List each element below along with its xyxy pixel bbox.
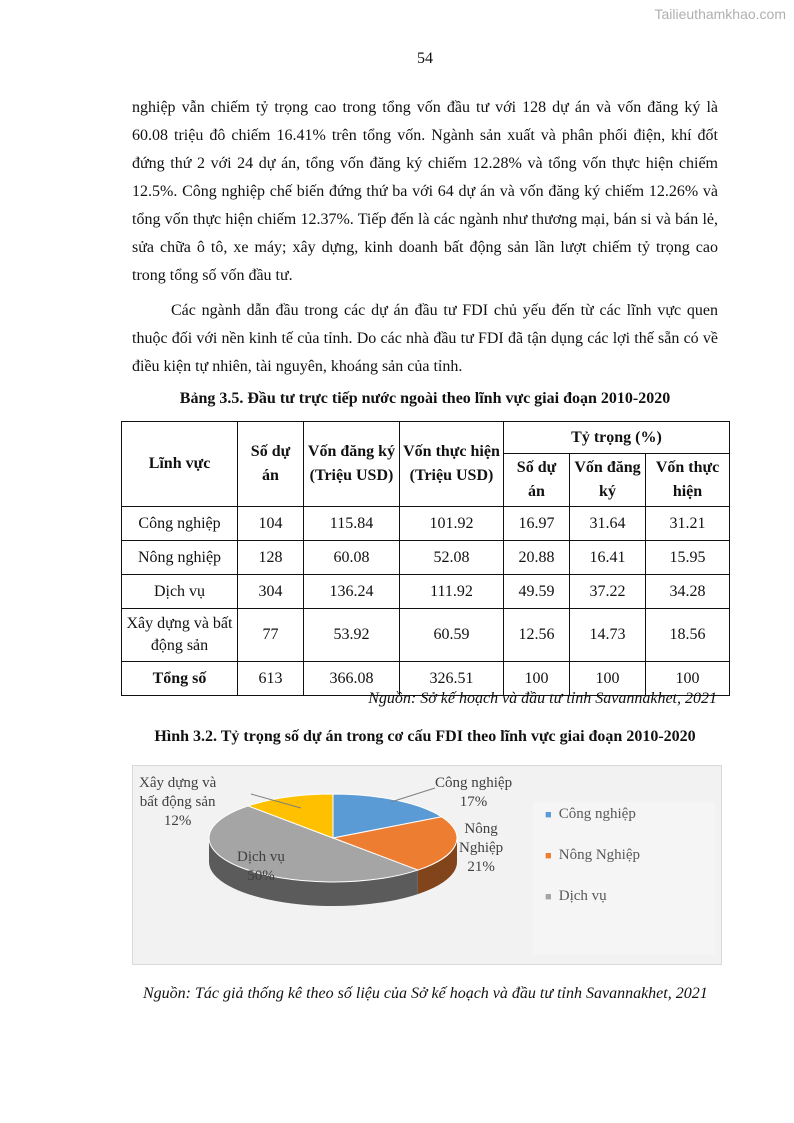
watermark: Tailieuthamkhao.com — [654, 6, 786, 22]
legend-item-cong-nghiep — [545, 806, 636, 823]
cell-sector: Xây dựng và bất động sản — [122, 609, 238, 662]
cell-implemented: 52.08 — [400, 541, 504, 575]
cell-sector: Công nghiệp — [122, 507, 238, 541]
cell-total-projects: 613 — [238, 662, 304, 696]
legend-label: Nông Nghiệp — [558, 847, 640, 863]
data-label-name: Nông — [464, 821, 498, 837]
cell-implemented: 111.92 — [400, 575, 504, 609]
cell-registered: 60.08 — [304, 541, 400, 575]
cell-implemented: 101.92 — [400, 507, 504, 541]
legend-item-dich-vu — [545, 888, 607, 905]
legend-marker-icon: ■ — [545, 849, 552, 862]
cell-share-projects: 20.88 — [504, 541, 570, 575]
pie-chart — [132, 765, 722, 965]
fdi-table — [121, 421, 730, 696]
cell-registered: 136.24 — [304, 575, 400, 609]
data-label-xay-dung — [139, 774, 216, 831]
paragraph-2 — [132, 297, 718, 381]
cell-projects: 128 — [238, 541, 304, 575]
header-projects: Số dự án — [238, 422, 304, 507]
cell-share-implemented: 31.21 — [646, 507, 730, 541]
paragraph-1-text: nghiệp vẫn chiếm tỷ trọng cao trong tổng vốn đầu tư với 128 dự án và vốn đăng ký là 60.08 triệu đô chiếm 16.41% trên tổng vốn. Ngành sản xuất và phân phối điện, khí đốt đứng thứ 2 với 24 dự án, tổng vốn đăng ký chiếm 12.28% và tổng vốn thực hiện chiếm 12.5%. Công nghiệp chế biến đứng thứ ba với 64 dự án và vốn đăng ký chiếm 12.26% và tổng vốn thực hiện chiếm 12.37%. Tiếp đến là các ngành như thương mại, bán si và bán lẻ, sửa chữa ô tô, xe máy; xây dựng, kinh doanh bất động sản lần lượt chiếm tỷ trọng cao trong tổng số vốn đầu tư. — [132, 99, 718, 284]
data-label-name: Xây dựng và — [139, 775, 217, 791]
cell-registered: 53.92 — [304, 609, 400, 662]
legend-marker-icon: ■ — [545, 808, 552, 821]
data-label-dich-vu — [237, 848, 285, 886]
header-sector: Lĩnh vực — [122, 422, 238, 507]
cell-total-share-projects: 100 — [504, 662, 570, 696]
cell-share-registered: 31.64 — [570, 507, 646, 541]
table-row — [122, 609, 730, 662]
data-label-nong-nghiep — [459, 820, 503, 877]
cell-total-registered: 366.08 — [304, 662, 400, 696]
header-registered: Vốn đăng ký (Triệu USD) — [304, 422, 400, 507]
cell-share-implemented: 34.28 — [646, 575, 730, 609]
cell-projects: 104 — [238, 507, 304, 541]
data-label-pct: 12% — [163, 813, 192, 829]
table-row — [122, 541, 730, 575]
table-row — [122, 507, 730, 541]
data-label-pct: 50% — [247, 868, 275, 884]
header-implemented: Vốn thực hiện (Triệu USD) — [400, 422, 504, 507]
cell-share-projects: 49.59 — [504, 575, 570, 609]
figure-caption: Hình 3.2. Tỷ trọng số dự án trong cơ cấu FDI theo lĩnh vực giai đoạn 2010-2020 — [154, 728, 696, 745]
figure-source: Nguồn: Tác giả thống kê theo số liệu của Sở kế hoạch và đầu tư tỉnh Savannakhet, 2021 — [143, 985, 708, 1002]
paragraph-1 — [132, 94, 718, 290]
data-label-name: Công nghiệp — [435, 775, 513, 791]
cell-share-registered: 14.73 — [570, 609, 646, 662]
legend-item-nong-nghiep — [545, 847, 640, 864]
header-share-group: Tỷ trọng (%) — [504, 422, 730, 454]
cell-share-implemented: 15.95 — [646, 541, 730, 575]
paragraph-2-text: Các ngành dẫn đầu trong các dự án đầu tư FDI chủ yếu đến từ các lĩnh vực quen thuộc đối với nền kinh tế của tỉnh. Do các nhà đầu tư FDI đã tận dụng các lợi thế sẵn có về điều kiện tự nhiên, tài nguyên, khoáng sản của tỉnh. — [132, 302, 718, 375]
chart-legend — [533, 802, 715, 954]
data-label-pct: 17% — [459, 794, 488, 810]
cell-total-share-registered: 100 — [570, 662, 646, 696]
cell-sector: Dịch vụ — [122, 575, 238, 609]
cell-implemented: 60.59 — [400, 609, 504, 662]
cell-registered: 115.84 — [304, 507, 400, 541]
cell-share-implemented: 18.56 — [646, 609, 730, 662]
legend-label: Công nghiệp — [558, 806, 636, 822]
cell-share-registered: 37.22 — [570, 575, 646, 609]
data-label-name: bất động sản — [139, 794, 216, 810]
header-share-registered: Vốn đăng ký — [570, 454, 646, 507]
page-number: 54 — [417, 50, 433, 67]
data-label-name: Dịch vụ — [237, 849, 285, 865]
table-row — [122, 575, 730, 609]
legend-marker-icon: ■ — [545, 890, 552, 903]
data-label-pct: 21% — [467, 859, 495, 875]
header-share-implemented: Vốn thực hiện — [646, 454, 730, 507]
cell-projects: 304 — [238, 575, 304, 609]
cell-total-share-implemented: 100 — [646, 662, 730, 696]
cell-projects: 77 — [238, 609, 304, 662]
header-share-projects: Số dự án — [504, 454, 570, 507]
table-caption: Bảng 3.5. Đầu tư trực tiếp nước ngoài theo lĩnh vực giai đoạn 2010-2020 — [179, 390, 671, 407]
table-header-row-1 — [122, 422, 730, 454]
data-label-cong-nghiep — [435, 774, 512, 812]
data-label-name: Nghiệp — [459, 840, 504, 856]
cell-share-projects: 12.56 — [504, 609, 570, 662]
cell-total-implemented: 326.51 — [400, 662, 504, 696]
table-source: Nguồn: Sở kế hoạch và đầu tư tỉnh Savannakhet, 2021 — [368, 690, 717, 707]
cell-sector: Nông nghiệp — [122, 541, 238, 575]
legend-label: Dịch vụ — [558, 888, 607, 904]
leader-line — [391, 788, 435, 802]
cell-total-label: Tổng số — [122, 662, 238, 696]
cell-share-projects: 16.97 — [504, 507, 570, 541]
cell-share-registered: 16.41 — [570, 541, 646, 575]
